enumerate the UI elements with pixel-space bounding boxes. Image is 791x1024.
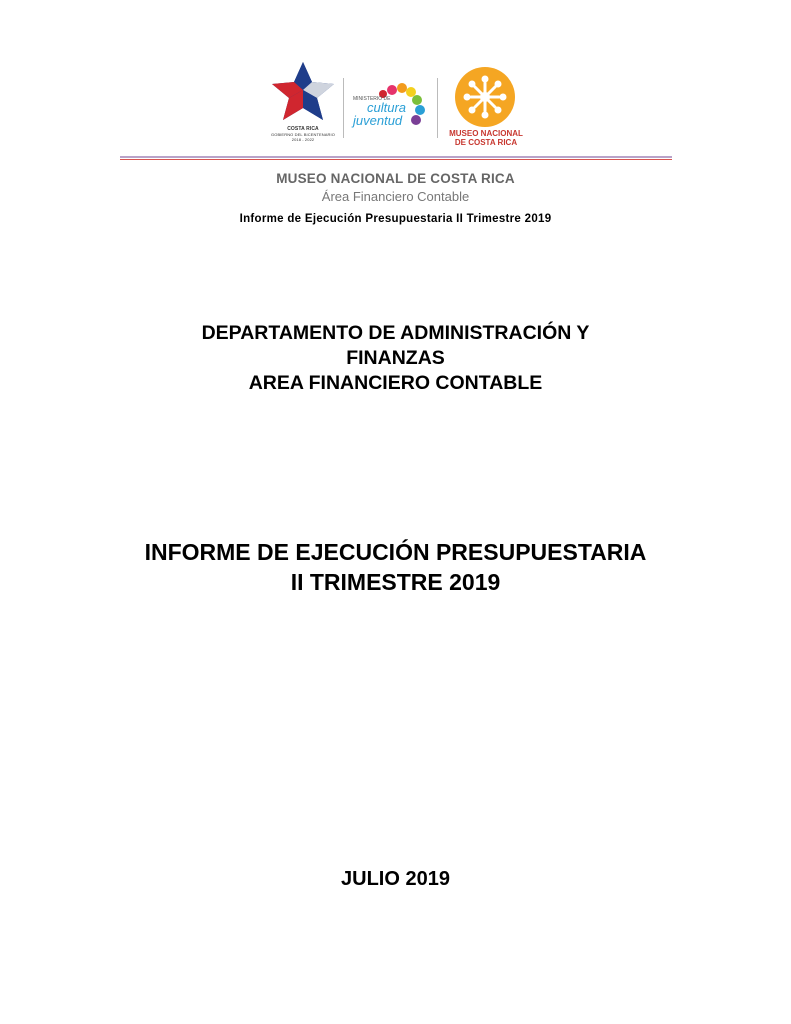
report-date: JULIO 2019 bbox=[341, 868, 450, 890]
ministerio-word-juventud: juventud bbox=[353, 113, 403, 128]
star-icon bbox=[268, 60, 338, 122]
museo-caption-line1: MUSEO NACIONAL bbox=[449, 129, 523, 138]
ministerio-label: MINISTERIO DE bbox=[353, 96, 391, 102]
header-rule-bottom bbox=[120, 159, 672, 160]
logo-caption-country: COSTA RICA bbox=[287, 126, 319, 132]
header-rule-top bbox=[120, 156, 672, 158]
department-line-1: DEPARTAMENTO DE ADMINISTRACIÓN Y bbox=[201, 322, 590, 344]
museo-nacional-logo bbox=[454, 66, 516, 128]
report-header: Informe de Ejecución Presupuestaria II Trimestre 2019 bbox=[239, 213, 552, 225]
department-line-3: AREA FINANCIERO CONTABLE bbox=[248, 372, 543, 394]
logo-caption-subtitle: GOBIERNO DEL BICENTENARIO bbox=[271, 132, 335, 137]
ministerio-word-cultura: cultura bbox=[367, 100, 407, 115]
costa-rica-government-logo bbox=[268, 60, 338, 150]
report-title-line-1: INFORME DE EJECUCIÓN PRESUPUESTARIA bbox=[144, 539, 647, 565]
report-title bbox=[0, 537, 791, 597]
logo-caption-years: 2018 - 2022 bbox=[291, 137, 315, 142]
museo-caption-line2: DE COSTA RICA bbox=[454, 138, 518, 147]
department-line-2: FINANZAS bbox=[346, 347, 445, 369]
museo-nacional-caption bbox=[436, 129, 536, 147]
museum-sun-icon bbox=[454, 66, 516, 128]
report-title-line-2: II TRIMESTRE 2019 bbox=[290, 569, 501, 595]
area-name: Área Financiero Contable bbox=[321, 189, 470, 204]
logo-separator bbox=[343, 78, 344, 138]
institution-name: MUSEO NACIONAL DE COSTA RICA bbox=[276, 171, 515, 186]
department-heading bbox=[0, 321, 791, 396]
